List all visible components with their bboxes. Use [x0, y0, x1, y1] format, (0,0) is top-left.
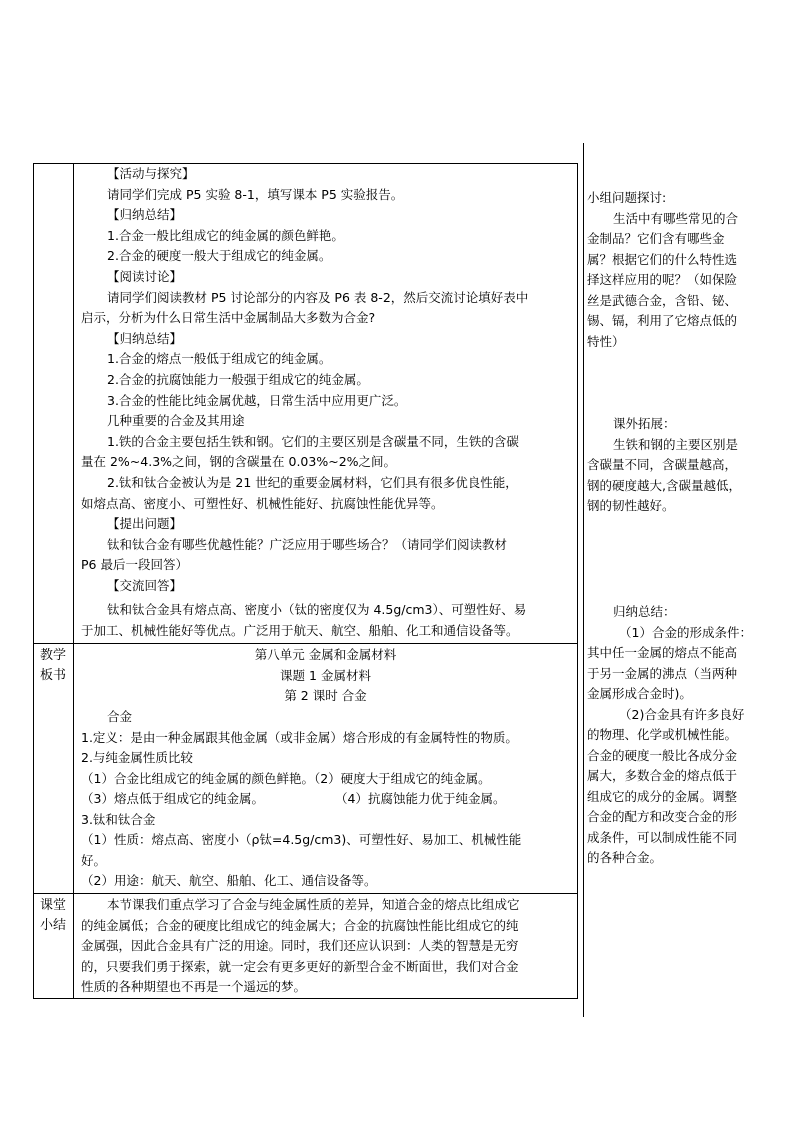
activity-text: 请同学们完成 P5 实验 8-1，填写课本 P5 实验报告。 [107, 186, 404, 202]
question-text: 钛和钛合金有哪些优越性能？广泛应用于哪些场合？（请同学们阅读教材 [107, 536, 508, 552]
summary-line: 金属强，因此合金具有广泛的用途。同时，我们还应认识到：人类的智慧是无穷 [81, 938, 519, 953]
sidebar-summary: 归纳总结： （1）合金的形成条件： 其中任一金属的熔点不能高 于另一金属的沸点（当两种 金属形成合金时)。 （2)合金具有许多良好 的物理、化学或机械性能。 合金的硬度一般比各成分金 属大，多数合金的熔点低于 组成它的成分的金属。调整 合金的配方和改变合金的形 成条件，可以制成性能不同 的各种合金。 [587, 602, 759, 869]
table-bottom-border [33, 998, 578, 999]
board-line: （4）抗腐蚀能力优于纯金属。 [335, 791, 506, 806]
sidebar-group-title: 小组问题探讨: [587, 190, 667, 205]
answer-text: 于加工、机械性能好等优点。广泛用于航天、航空、船舶、化工和通信设备等。 [81, 622, 519, 638]
question-heading: 【提出问题】 [107, 516, 183, 532]
activity-heading: 【活动与探究】 [107, 166, 195, 181]
sidebar-extension: 课外拓展： 生铁和钢的主要区别是 含碳量不同，含碳量越高， 钢的硬度越大,含碳量越低， 钢的韧性越好。 [587, 414, 759, 517]
summary-item: 3.合金的性能比纯金属优越，日常生活中应用更广泛。 [107, 392, 407, 408]
board-line: 合金 [107, 709, 133, 724]
summary-line: 的纯金属低；合金的硬度比组成它的纯金属大；合金的抗腐蚀性能比组成它的纯 [81, 917, 519, 933]
board-title-period: 第 2 课时 合金 [284, 688, 367, 703]
summary-label: 课堂 小结 [39, 898, 66, 933]
board-line: （2）用途：航天、航空、船舶、化工、通信设备等。 [81, 873, 377, 888]
sidebar-ext-title: 课外拓展： [613, 416, 676, 431]
summary-line: 本节课我们重点学习了合金与纯金属性质的差异，知道合金的熔点比组成它 [107, 897, 520, 912]
sidebar-sum-title: 归纳总结： [613, 604, 676, 619]
question-text: P6 最后一段回答） [81, 557, 188, 573]
sidebar-group-discussion: 小组问题探讨: 生活中有哪些常见的合 金制品？它们含有哪些金 属？根据它们的什么特性选 择这样应用的呢？（如保险 丝是武德合金，含铅、铋、 锡、镉，利用了它熔点低的 特性） [587, 188, 759, 352]
board-line: 好。 [81, 852, 107, 868]
summary-item: 1.合金的熔点一般低于组成它的纯金属。 [107, 351, 332, 367]
table-left-border [33, 163, 34, 999]
summary-item: 2.合金的抗腐蚀能力一般强于组成它的纯金属。 [107, 372, 369, 387]
sidebar-separator-line [583, 143, 584, 1017]
summary-line: 性质的各种期望也不再是一个遥远的梦。 [81, 979, 307, 994]
summary-line: 的，只要我们勇于探索，就一定会有更多更好的新型合金不断面世，我们对合金 [81, 958, 519, 974]
reading-heading: 【阅读讨论】 [107, 269, 183, 284]
alloy-uses-text: 2.钛和钛合金被认为是 21 世纪的重要金属材料，它们具有很多优良性能， [107, 475, 518, 490]
board-line: （1）合金比组成它的纯金属的颜色鲜艳。（2）硬度大于组成它的纯金属。 [81, 770, 491, 786]
board-title-lesson: 课题 1 金属材料 [280, 667, 371, 683]
reading-text: 启示，分析为什么日常生活中金属制品大多数为合金? [81, 310, 376, 326]
reading-text: 请同学们阅读教材 P5 讨论部分的内容及 P6 表 8-2，然后交流讨论填好表中 [107, 289, 529, 305]
board-line: 2.与纯金属性质比较 [81, 750, 193, 765]
answer-text: 钛和钛合金具有熔点高、密度小（钛的密度仅为 4.5g/cm3）、可塑性好、易 [107, 602, 527, 617]
alloy-uses-heading: 几种重要的合金及其用途 [107, 413, 245, 429]
answer-heading: 【交流回答】 [107, 578, 183, 593]
row-divider-summary [33, 893, 578, 894]
table-right-border [577, 163, 578, 999]
alloy-uses-text: 1.铁的合金主要包括生铁和钢。它们的主要区别是含碳量不同，生铁的含碳 [107, 433, 519, 449]
board-line: （1）性质：熔点高、密度小（ρ钛=4.5g/cm3)、可塑性好、易加工、机械性能 [81, 832, 522, 847]
board-title-unit: 第八单元 金属和金属材料 [254, 647, 397, 662]
summary-heading: 【归纳总结】 [107, 330, 183, 346]
summary-heading: 【归纳总结】 [107, 207, 183, 223]
column-divider [73, 163, 74, 999]
board-line: 1.定义：是由一种金属跟其他金属（或非金属）熔合形成的有金属特性的物质。 [81, 729, 518, 745]
board-line: 3.钛和钛合金 [81, 811, 156, 827]
board-line: （3）熔点低于组成它的纯金属。 [81, 791, 264, 806]
row-divider-board [33, 643, 578, 644]
board-label: 教学 板书 [39, 648, 66, 683]
summary-item: 1.合金一般比组成它的纯金属的颜色鲜艳。 [107, 227, 344, 243]
alloy-uses-text: 如熔点高、密度小、可塑性好、机械性能好、抗腐蚀性能优异等。 [81, 495, 444, 511]
alloy-uses-text: 量在 2%~4.3%之间，钢的含碳量在 0.03%~2%之间。 [81, 454, 397, 470]
summary-item: 2.合金的硬度一般大于组成它的纯金属。 [107, 248, 332, 264]
